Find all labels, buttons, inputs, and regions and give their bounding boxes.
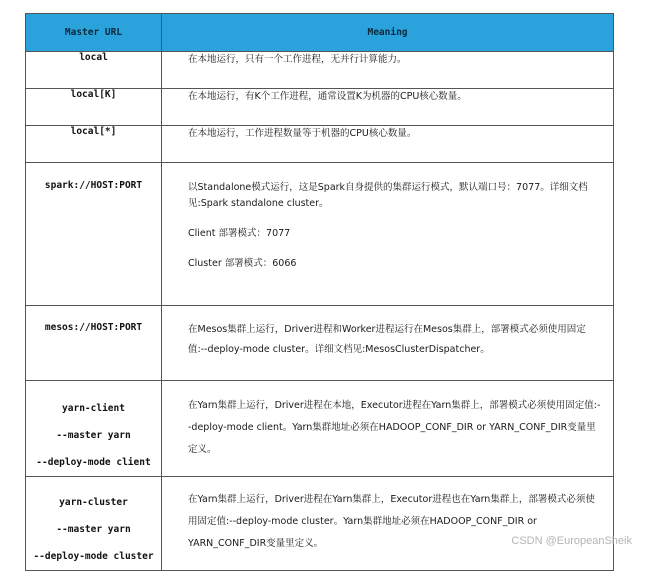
table-row (26, 89, 614, 126)
master-url-cell (26, 306, 162, 381)
master-url-table (25, 13, 614, 571)
meaning-text: 在Mesos集群上运行，Driver进程和Worker进程运行在Mesos集群上，部署模式必须使用固定值:--deploy-mode cluster。详细文档见:MesosClusterDispatcher。 (188, 324, 586, 355)
meaning-text: Cluster 部署模式：6066 (188, 258, 297, 269)
header-master-url: Master URL (26, 14, 162, 52)
meaning-text: 在本地运行，只有一个工作进程，无并行计算能力。 (188, 54, 407, 65)
table-row (26, 306, 614, 381)
master-url-cell (26, 52, 162, 89)
table-row (26, 381, 614, 477)
meaning-cell (162, 52, 614, 89)
meaning-text: 在Yarn集群上运行，Driver进程在Yarn集群上，Executor进程也在Yarn集群上，部署模式必须使用固定值:--deploy-mode cluster。Yarn集群地址必须在HADOOP_CONF_DIR or YARN_CONF_DIR变量里定义。 (188, 494, 595, 549)
meaning-cell (162, 163, 614, 306)
master-url-text: yarn-cluster (59, 497, 128, 508)
master-url-text: local (79, 52, 108, 63)
header-meaning: Meaning (162, 14, 614, 52)
master-url-cell (26, 163, 162, 306)
master-url-cell (26, 89, 162, 126)
master-url-text: spark://HOST:PORT (44, 180, 143, 191)
meaning-cell (162, 126, 614, 163)
master-url-text: --deploy-mode cluster (33, 551, 154, 562)
watermark: CSDN @EuropeanSheik (511, 535, 632, 547)
table-row (26, 163, 614, 306)
master-url-text: --master yarn (56, 524, 131, 535)
meaning-text: Client 部署模式：7077 (188, 228, 291, 239)
meaning-cell (162, 381, 614, 477)
meaning-text: 以Standalone模式运行，这是Spark自身提供的集群运行模式，默认端口号：7077。详细文档见:Spark standalone cluster。 (188, 182, 588, 209)
meaning-cell (162, 89, 614, 126)
table-row (26, 52, 614, 89)
master-url-text: yarn-client (62, 403, 125, 414)
header-row (26, 14, 614, 52)
master-url-text: local[*] (70, 126, 117, 137)
master-url-cell (26, 381, 162, 477)
meaning-cell (162, 306, 614, 381)
master-url-cell (26, 126, 162, 163)
master-url-cell (26, 477, 162, 571)
meaning-cell (162, 477, 614, 571)
master-url-text: local[K] (70, 89, 117, 100)
table-row (26, 477, 614, 571)
meaning-text: 在本地运行，有K个工作进程，通常设置K为机器的CPU核心数量。 (188, 91, 467, 102)
master-url-text: mesos://HOST:PORT (44, 322, 143, 333)
table-row (26, 126, 614, 163)
master-url-text: --master yarn (56, 430, 131, 441)
meaning-text: 在本地运行，工作进程数量等于机器的CPU核心数量。 (188, 128, 417, 139)
master-url-text: --deploy-mode client (36, 457, 151, 468)
meaning-text: 在Yarn集群上运行，Driver进程在本地，Executor进程在Yarn集群上，部署模式必须使用固定值:--deploy-mode client。Yarn集群地址必须在HADOOP_CONF_DIR or YARN_CONF_DIR变量里定义。 (188, 400, 601, 455)
